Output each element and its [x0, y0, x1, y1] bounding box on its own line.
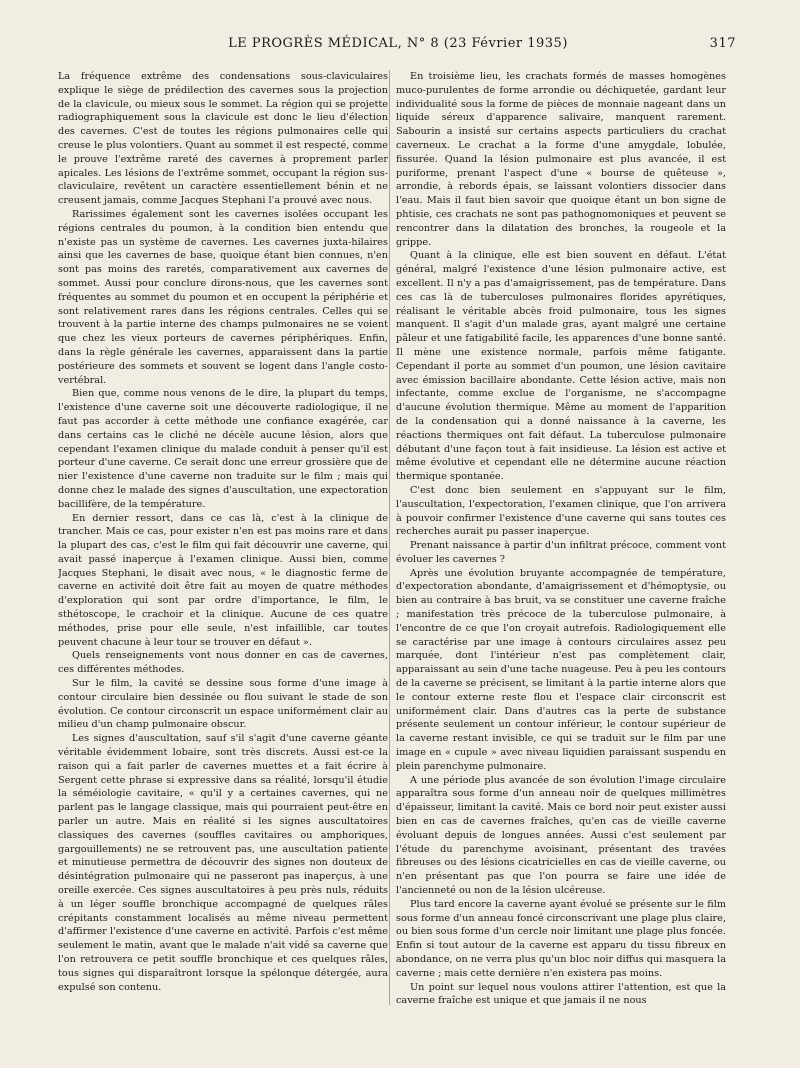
- column-divider: [389, 70, 390, 1005]
- paragraph: Plus tard encore la caverne ayant évolué se présente sur le film sous forme d'un anneau foncé circonscrivant une plage plus claire, ou bien sous forme d'un cercle noir limitant une plage plus foncée. Enfin si tout autour de la caverne est apparu du tissu fibreux en abondance, on ne verra plus qu'un bloc noir diffus qui masquera la caverne ; mais cette dernière n'en existera pas moins.: [396, 898, 726, 979]
- journal-title: LE PROGRÈS MÉDICAL, N° 8 (23 Février 1935): [228, 36, 568, 51]
- paragraph: Quant à la clinique, elle est bien souvent en défaut. L'état général, malgré l'existence d'une lésion pulmonaire active, est excellent. Il n'y a pas d'amaigrissement, pas de température. Dans ces cas là de tuberculoses pulmonaires florides apyrétiques, réalisant le véritable abcès froid pulmonaire, tous les signes manquent. Il s'agit d'un malade gras, ayant malgré une certaine pâleur et une fatigabilité facile, les apparences d'une bonne santé. Il mène une existence normale, parfois même fatigante. Cependant il porte au sommet d'un poumon, une lésion cavitaire avec émission bacillaire abondante. Cette lésion active, mais non infectante, comme exclue de l'organisme, ne s'accompagne d'aucune évolution thermique. Même au moment de l'apparition de la condensation qui a donné naissance à la caverne, les réactions thermiques ont fait défaut. La tuberculose pulmonaire débutant d'une façon tout à fait insidieuse. La lésion est active et même évolutive et cependant elle ne détermine aucune réaction thermique spontanée.: [396, 250, 726, 483]
- running-header: [60, 36, 736, 56]
- right-column: [396, 70, 726, 1010]
- paragraph: Après une évolution bruyante accompagnée de température, d'expectoration abondante, d'amaigrissement et d'hémoptysie, ou bien au contraire à bas bruit, va se constituer une caverne fraîche ; manifestation très précoce de la tuberculose pulmonaire, à l'encontre de ce que l'on croyait autrefois. Radiologiquement elle se caractérise par une image à contours circulaires assez peu marquée, dont l'intérieur n'est pas complètement clair, apparaissant au sein d'une tache nuageuse. Peu à peu les contours de la caverne se précisent, se limitant à la partie interne alors que le contour externe reste flou et l'espace clair circonscrit est uniformément clair. Dans d'autres cas la perte de substance présente seulement un contour inférieur, le contour supérieur de la caverne restant invisible, ce qui se traduit sur le film par une image en « cupule » avec niveau liquidien paraissant suspendu en plein parenchyme pulmonaire.: [396, 567, 726, 772]
- paragraph: Un point sur lequel nous voulons attirer l'attention, est que la caverne fraîche est unique et que jamais il ne nous: [396, 981, 726, 1007]
- page-number: 317: [709, 36, 736, 51]
- paragraph: En dernier ressort, dans ce cas là, c'est à la clinique de trancher. Mais ce cas, pour exister n'en est pas moins rare et dans la plupart des cas, c'est le film qui fait découvrir une caverne, qui avait passé inaperçue à l'examen clinique. Aussi bien, comme Jacques Stephani, le disait avec nous, « le diagnostic ferme de caverne en activité doit être fait au moyen de quatre méthodes d'exploration qui sont par ordre d'importance, le film, le sthétoscope, le crachoir et la clinique. Aucune de ces quatre méthodes, prise pour elle seule, n'est infaillible, car toutes peuvent chacune à leur tour se trouver en défaut ».: [58, 512, 388, 648]
- paragraph: Quels renseignements vont nous donner en cas de cavernes, ces différentes méthodes.: [58, 650, 388, 676]
- paragraph: C'est donc bien seulement en s'appuyant sur le film, l'auscultation, l'expectoration, l'examen clinique, que l'on arrivera à pouvoir confirmer l'existence d'une caverne qui sans toutes ces recherches aurait pu passer inaperçue.: [396, 484, 726, 538]
- paragraph: Bien que, comme nous venons de le dire, la plupart du temps, l'existence d'une caverne soit une découverte radiologique, il ne faut pas accorder à cette méthode une confiance exagérée, car dans certains cas le cliché ne décèle aucune lésion, alors que cependant l'examen clinique du malade conduit à penser qu'il est porteur d'une caverne. Ce serait donc une erreur grossière que de nier l'existence d'une caverne non traduite sur le film ; mais qui donne chez le malade des signes d'auscultation, une expectoration bacillifère, de la température.: [58, 388, 388, 510]
- paragraph: Prenant naissance à partir d'un infiltrat précoce, comment vont évoluer les cavernes ?: [396, 540, 726, 565]
- paragraph: Rarissimes également sont les cavernes isolées occupant les régions centrales du poumon, à la condition bien entendu que n'existe pas un système de cavernes. Les cavernes juxta-hilaires ainsi que les cavernes de base, quoique étant bien connues, n'en sont pas moins des raretés, comparativement aux cavernes de sommet. Aussi pour conclure dirons-nous, que les cavernes sont fréquentes au sommet du poumon et en occupent la périphérie et sont relativement rares dans les régions centrales. Celles qui se trouvent à la partie interne des champs pulmonaires ne se voient que chez les vieux porteurs de cavernes périphériques. Enfin, dans la règle générale les cavernes, apparaissent dans la partie postérieure des sommets et souvent se logent dans l'angle costo-vertébral.: [58, 208, 388, 386]
- paragraph: Les signes d'auscultation, sauf s'il s'agit d'une caverne géante véritable évidemment lobaire, sont très discrets. Aussi est-ce la raison qui a fait parler de cavernes muettes et a fait écrire à Sergent cette phrase si expressive dans sa réalité, lorsqu'il étudie la séméiologie cavitaire, « qu'il y a certaines cavernes, qui ne parlent pas le langage classique, mais qui pourraient peut-être en parler un autre. Mais en réalité si les signes auscultatoires classiques des cavernes (souffles cavitaires ou amphoriques, gargouillements) ne se retrouvent pas, une auscultation patiente et minutieuse permettra de découvrir des signes non douteux de désintégration pulmonaire qui ne passeront pas inaperçus, à une oreille exercée. Ces signes auscultatoires à peu près nuls, réduits à un léger souffle bronchique accompagné de quelques râles crépitants constamment localisés au même niveau permettent d'affirmer l'existence d'une caverne en activité. Parfois c'est même seulement le matin, avant que le malade n'ait vidé sa caverne que l'on retrouvera ce petit souffle bronchique et ces quelques râles, tous signes qui disparaîtront lorsque la spélonque détergée, aura expulsé son contenu.: [58, 733, 388, 993]
- paragraph: A une période plus avancée de son évolution l'image circulaire apparaîtra sous forme d'un anneau noir de quelques millimètres d'épaisseur, limitant la cavité. Mais ce bord noir peut exister aussi bien en cas de cavernes fraîches, qu'en cas de vieille caverne évoluant depuis de longues années. Aussi c'est seulement par l'étude du parenchyme avoisinant, présentant des travées fibreuses ou des lésions cicatricielles en cas de vieille caverne, ou n'en présentant pas que l'on pourra se faire une idée de l'ancienneté ou non de la lésion ulcéreuse.: [396, 774, 726, 897]
- paragraph: Sur le film, la cavité se dessine sous forme d'une image à contour circulaire bien dessinée ou flou suivant le stade de son évolution. Ce contour circonscrit un espace uniformément clair au milieu d'un champ pulmonaire obscur.: [58, 678, 388, 731]
- paragraph: En troisième lieu, les crachats formés de masses homogènes muco-purulentes de forme arrondie ou déchiquetée, gardant leur individualité sous la forme de pièces de monnaie nageant dans un liquide séreux d'apparence salivaire, manquent rarement. Sabourin a insisté sur certains aspects particuliers du crachat caverneux. Le crachat a la forme d'une amygdale, lobulée, fissurée. Quand la lésion pulmonaire est plus avancée, il est puriforme, prenant l'aspect d'une « bourse de quêteuse », arrondie, à rebords épais, se laissant volontiers dissocier dans l'eau. Mais il faut bien savoir que quoique étant un bon signe de phtisie, ces crachats ne sont pas pathognomoniques et peuvent se rencontrer dans la dilatation des bronches, la rougeole et la grippe.: [396, 71, 726, 248]
- paragraph: La fréquence extrême des condensations sous-claviculaires explique le siège de prédilection des cavernes sous la projection de la clavicule, ou mieux sous le sommet. La région qui se projette radiographiquement sous la clavicule est donc le lieu d'élection des cavernes. C'est de toutes les régions pulmonaires celle qui creuse le plus volontiers. Quant au sommet il est respecté, comme le prouve l'extrême rareté des cavernes à proprement parler apicales. Les lésions de l'extrême sommet, occupant la région sus-claviculaire, revêtent un caractère essentiellement bénin et ne creusent jamais, comme Jacques Stephani l'a prouvé avec nous.: [58, 71, 388, 207]
- left-column: [58, 70, 388, 1010]
